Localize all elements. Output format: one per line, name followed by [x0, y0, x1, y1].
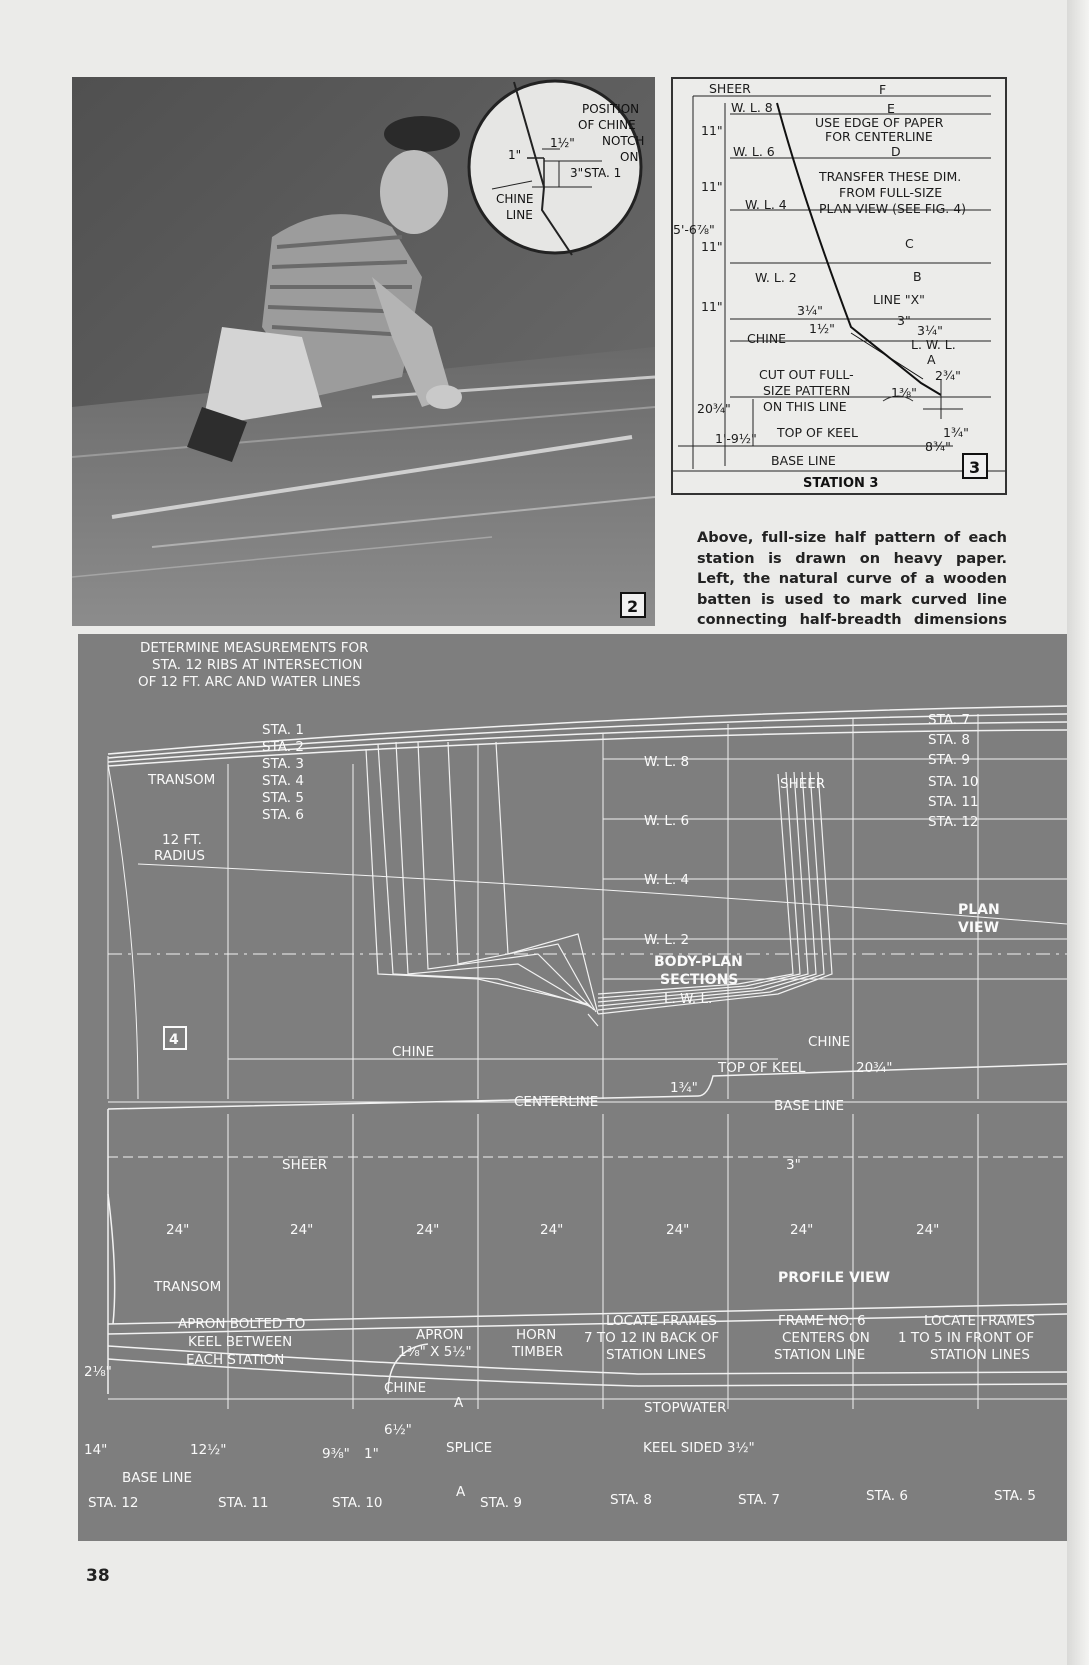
inset-dim-1: 1"	[508, 148, 522, 162]
apron-line-2: 1⅜" X 5½"	[398, 1344, 472, 1360]
bottom-sta-6: STA. 6	[866, 1488, 908, 1504]
hand	[426, 385, 462, 409]
inset-label-2: OF CHINE	[578, 118, 636, 132]
fig3-dim-11-c: 11"	[701, 239, 723, 254]
caption-line: station is drawn on heavy paper.	[697, 550, 1007, 567]
splice: SPLICE	[446, 1440, 493, 1456]
sta-11-label: STA. 11	[928, 794, 979, 810]
fig3-dim-3-1-4-b: 3¼"	[917, 323, 943, 338]
bottom-sta-10: STA. 10	[332, 1495, 383, 1511]
sta-5-label: STA. 5	[262, 790, 304, 806]
radius-line-2: RADIUS	[154, 848, 205, 864]
caption-line: Above, full-size half pattern of each	[697, 530, 1007, 546]
dim-2-1-8: 2⅛"	[84, 1364, 112, 1380]
cap	[384, 116, 460, 152]
horn-line-1: HORN	[516, 1327, 557, 1343]
fig3-wl4: W. L. 4	[745, 197, 787, 212]
plan-centerline: CENTERLINE	[514, 1094, 599, 1110]
figure-2-number: 2	[627, 597, 639, 616]
plan-lwl: L. W. L.	[664, 991, 713, 1007]
plan-view-line-2: VIEW	[958, 920, 1000, 936]
fig3-base-line: BASE LINE	[771, 453, 836, 468]
spacing-24-2: 24"	[290, 1222, 314, 1238]
sta-10-label: STA. 10	[928, 774, 979, 790]
section-a-top: A	[454, 1395, 464, 1411]
fig3-for-centerline: FOR CENTERLINE	[825, 129, 933, 144]
plan-top-of-keel: TOP OF KEEL	[718, 1060, 806, 1076]
sta-7-label: STA. 7	[928, 712, 970, 728]
frame6-line-1: FRAME NO. 6	[778, 1313, 866, 1329]
fig3-transfer-2: FROM FULL-SIZE	[839, 185, 943, 200]
sta-6-label: STA. 6	[262, 807, 304, 823]
radius-line-1: 12 FT.	[162, 832, 202, 848]
plan-view-line-1: PLAN	[958, 902, 1000, 918]
fig3-wl8: W. L. 8	[731, 100, 773, 115]
fig3-top-of-keel: TOP OF KEEL	[777, 425, 858, 440]
caption	[697, 528, 1007, 631]
inset-label-3: NOTCH	[602, 134, 645, 148]
head	[380, 150, 448, 234]
caption-line: Left, the natural curve of a wooden	[697, 571, 1007, 587]
fig3-wl6: W. L. 6	[733, 144, 775, 159]
inset-dim-3: 3"	[570, 166, 584, 180]
frame6-line-2: CENTERS ON	[782, 1330, 870, 1346]
fig3-transfer-3: PLAN VIEW (SEE FIG. 4)	[819, 201, 967, 216]
fig3-dim-3: 3"	[897, 313, 911, 328]
fig3-letter-a: A	[927, 352, 936, 367]
fig3-letter-d: D	[891, 144, 901, 159]
dim-1: 1"	[364, 1446, 379, 1462]
keel-sided: KEEL SIDED 3½"	[643, 1440, 755, 1456]
caption-line: batten is used to mark curved line	[697, 591, 1007, 608]
dim-9-3-8: 9⅜"	[322, 1446, 350, 1462]
determine-line-1: DETERMINE MEASUREMENTS FOR	[140, 640, 369, 656]
apron-bolted-line-2: KEEL BETWEEN	[188, 1334, 293, 1350]
sta-12-label: STA. 12	[928, 814, 979, 830]
horn-line-2: TIMBER	[512, 1344, 564, 1360]
figure-2-photo	[72, 77, 655, 626]
fig3-chine: CHINE	[747, 331, 787, 346]
spacing-24-1: 24"	[166, 1222, 190, 1238]
profile-base-line: BASE LINE	[122, 1470, 193, 1486]
fig3-line-x: LINE "X"	[873, 292, 925, 307]
bottom-sta-8: STA. 8	[610, 1492, 652, 1508]
body-plan-line-2: SECTIONS	[660, 972, 739, 988]
fig3-cut-3: ON THIS LINE	[763, 399, 847, 414]
stopwater: STOPWATER	[644, 1400, 727, 1416]
fig3-use-edge: USE EDGE OF PAPER	[815, 115, 944, 130]
figure-4-lines-drawing	[78, 634, 1067, 1541]
bottom-sta-11: STA. 11	[218, 1495, 269, 1511]
page-edge	[1067, 0, 1089, 1665]
fig3-letter-b: B	[913, 269, 922, 284]
fig3-dim-2-3-4: 2¾"	[935, 368, 961, 383]
photo-illustration	[72, 77, 655, 626]
figure-3-drawing	[673, 79, 1005, 493]
fig3-letter-c: C	[905, 236, 914, 251]
dim-14: 14"	[84, 1442, 108, 1458]
figure-4-number: 4	[169, 1032, 179, 1048]
plan-dim-20-3-4: 20¾"	[856, 1060, 893, 1076]
plan-wl8: W. L. 8	[644, 754, 690, 770]
locate-back-line-3: STATION LINES	[606, 1347, 706, 1363]
figure-3-number: 3	[969, 458, 981, 477]
inset-label-4: ON	[620, 150, 639, 164]
spacing-24-6: 24"	[790, 1222, 814, 1238]
spacing-24-7: 24"	[916, 1222, 940, 1238]
fig3-transfer-1: TRANSFER THESE DIM.	[819, 169, 962, 184]
plan-chine-right: CHINE	[808, 1034, 851, 1050]
fig3-letter-f: F	[879, 82, 887, 97]
sta-8-label: STA. 8	[928, 732, 970, 748]
spacing-24-3: 24"	[416, 1222, 440, 1238]
fig3-wl2: W. L. 2	[755, 270, 797, 285]
dim-6-1-2: 6½"	[384, 1422, 412, 1438]
sta-3-label: STA. 3	[262, 756, 304, 772]
spacing-24-5: 24"	[666, 1222, 690, 1238]
fig3-dim-3-1-4-a: 3¼"	[797, 303, 823, 318]
sta-4-label: STA. 4	[262, 773, 304, 789]
bottom-sta-5: STA. 5	[994, 1488, 1036, 1504]
inset-label-1: POSITION	[582, 102, 640, 116]
profile-dim-3: 3"	[786, 1157, 801, 1173]
fig3-dim-1-9-1-2: 1'-9½"	[715, 431, 757, 446]
fig3-dim-1-1-2: 1½"	[809, 321, 835, 336]
locate-front-line-2: 1 TO 5 IN FRONT OF	[898, 1330, 1035, 1346]
plan-transom: TRANSOM	[148, 772, 216, 788]
determine-line-2: STA. 12 RIBS AT INTERSECTION	[152, 657, 363, 673]
profile-chine: CHINE	[384, 1380, 427, 1396]
dim-12-1-2: 12½"	[190, 1442, 227, 1458]
fig3-dim-11-d: 11"	[701, 299, 723, 314]
profile-transom: TRANSOM	[154, 1279, 222, 1295]
profile-view-label: PROFILE VIEW	[778, 1270, 891, 1286]
inset-dim-1-1-2: 1½"	[550, 136, 575, 150]
locate-back-line-2: 7 TO 12 IN BACK OF	[584, 1330, 720, 1346]
fig3-station-label: STATION 3	[803, 476, 879, 491]
plan-wl2: W. L. 2	[644, 932, 690, 948]
fig3-lwl: L. W. L.	[911, 337, 956, 352]
figure-3-station-pattern	[671, 77, 1007, 495]
fig3-cut-2: SIZE PATTERN	[763, 383, 851, 398]
fig3-dim-total: 5'-6⅞"	[673, 222, 715, 237]
plan-dim-1-3-4: 1¾"	[670, 1080, 698, 1096]
locate-front-line-3: STATION LINES	[930, 1347, 1030, 1363]
caption-line: connecting half-breadth dimensions	[697, 612, 1007, 628]
fig3-dim-11-a: 11"	[701, 123, 723, 138]
bottom-sta-9: STA. 9	[480, 1495, 522, 1511]
body-plan-line-1: BODY-PLAN	[654, 954, 743, 970]
apron-bolted-line-1: APRON BOLTED TO	[178, 1316, 306, 1332]
sta-1-label: STA. 1	[262, 722, 304, 738]
fig3-dim-8-3-4: 8¾"	[925, 439, 951, 454]
section-a-bottom: A	[456, 1484, 466, 1500]
profile-sheer: SHEER	[282, 1157, 328, 1173]
page-number: 38	[86, 1566, 110, 1586]
inset-line: LINE	[506, 208, 533, 222]
fig3-dim-1-3-8: 1⅜"	[891, 385, 917, 400]
inset-chine: CHINE	[496, 192, 534, 206]
plan-chine-left: CHINE	[392, 1044, 435, 1060]
fig3-dim-20-3-4: 20¾"	[697, 401, 731, 416]
spacing-24-4: 24"	[540, 1222, 564, 1238]
apron-line-1: APRON	[416, 1327, 464, 1343]
fig3-letter-e: E	[887, 101, 895, 116]
apron-bolted-line-3: EACH STATION	[186, 1352, 285, 1368]
sta-2-label: STA. 2	[262, 739, 304, 755]
locate-front-line-1: LOCATE FRAMES	[924, 1313, 1035, 1329]
determine-line-3: OF 12 FT. ARC AND WATER LINES	[138, 674, 361, 690]
sta-9-label: STA. 9	[928, 752, 970, 768]
fig3-dim-11-b: 11"	[701, 179, 723, 194]
figure-4-drawing	[78, 634, 1067, 1541]
fig3-dim-1-3-4: 1¾"	[943, 425, 969, 440]
plan-base-line: BASE LINE	[774, 1098, 845, 1114]
frame6-line-3: STATION LINE	[774, 1347, 866, 1363]
fig3-cut-1: CUT OUT FULL-	[759, 367, 854, 382]
bottom-sta-7: STA. 7	[738, 1492, 780, 1508]
plan-wl4: W. L. 4	[644, 872, 690, 888]
plan-wl6: W. L. 6	[644, 813, 690, 829]
fig3-sheer: SHEER	[709, 81, 751, 96]
bottom-sta-12: STA. 12	[88, 1495, 139, 1511]
plan-sheer: SHEER	[780, 776, 826, 792]
inset-label-5: STA. 1	[584, 166, 622, 180]
locate-back-line-1: LOCATE FRAMES	[606, 1313, 717, 1329]
